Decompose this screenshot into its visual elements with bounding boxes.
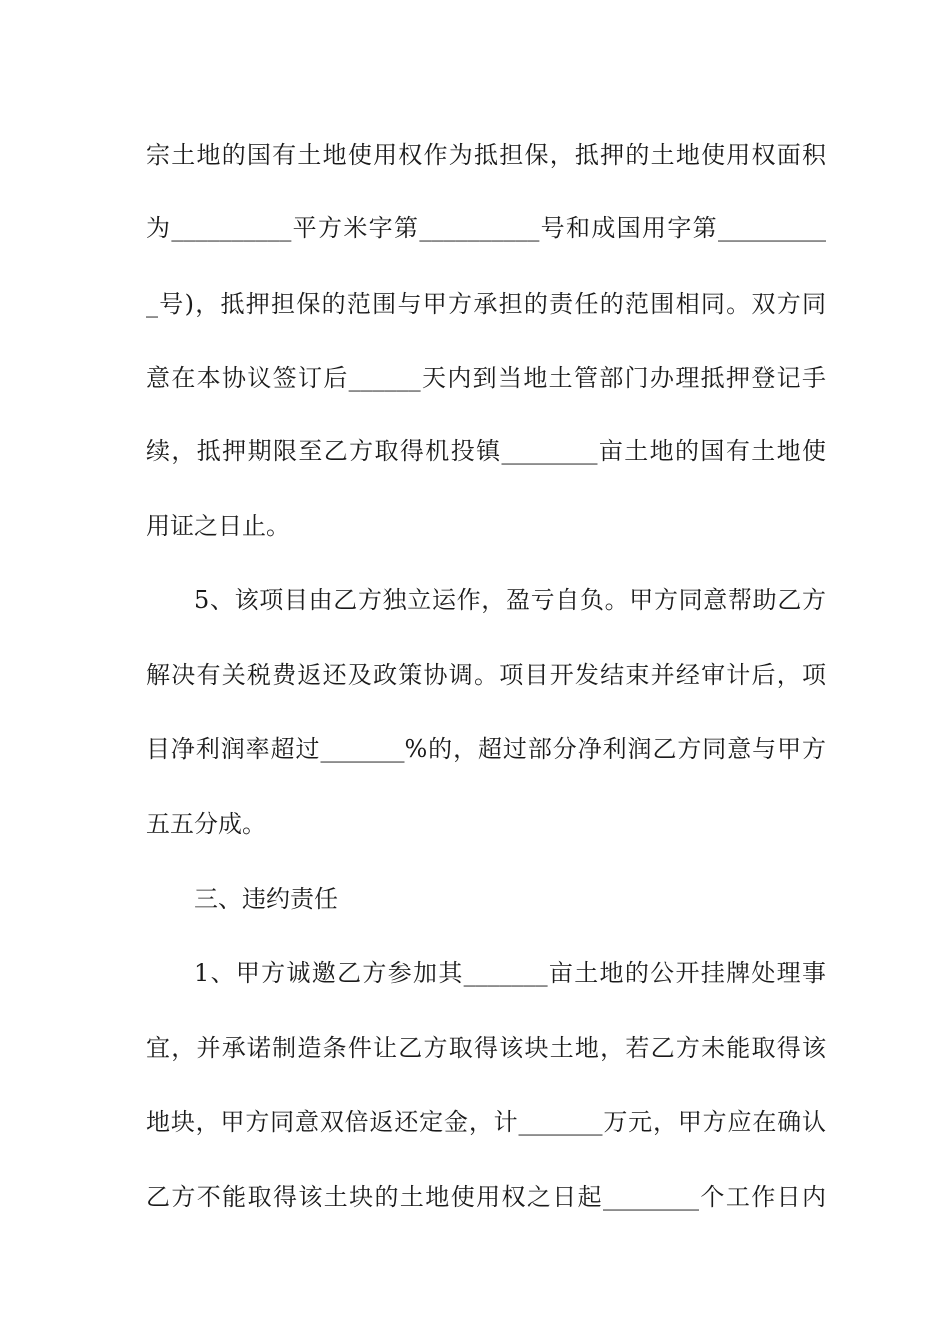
text-line: 用证之日止。 <box>146 512 290 540</box>
text-line: 宗土地的国有土地使用权作为抵担保，抵押的土地使用权面积 <box>146 141 826 169</box>
text-line: 意在本协议签订后______天内到当地土管部门办理抵押登记手 <box>146 364 826 392</box>
text-line: 解决有关税费返还及政策协调。项目开发结束并经审计后，项 <box>146 661 826 689</box>
text-line: 地块，甲方同意双倍返还定金，计_______万元，甲方应在确认 <box>146 1108 826 1136</box>
text-line: _号)，抵押担保的范围与甲方承担的责任的范围相同。双方同 <box>146 290 826 318</box>
paragraph-start-line: 5、该项目由乙方独立运作，盈亏自负。甲方同意帮助乙方 <box>194 586 826 614</box>
paragraph-start-line: 1、甲方诚邀乙方参加其_______亩土地的公开挂牌处理事 <box>194 959 826 987</box>
section-heading: 三、违约责任 <box>194 885 338 913</box>
text-line: 续，抵押期限至乙方取得机投镇________亩土地的国有土地使 <box>146 437 826 465</box>
text-line: 五五分成。 <box>146 810 266 838</box>
text-line: 目净利润率超过_______%的，超过部分净利润乙方同意与甲方 <box>146 735 826 763</box>
text-line: 宜，并承诺制造条件让乙方取得该块土地，若乙方未能取得该 <box>146 1034 826 1062</box>
text-line: 乙方不能取得该土块的土地使用权之日起________个工作日内 <box>146 1183 826 1211</box>
text-line: 为__________平方米字第__________号和成国用字第_________ <box>146 214 826 242</box>
